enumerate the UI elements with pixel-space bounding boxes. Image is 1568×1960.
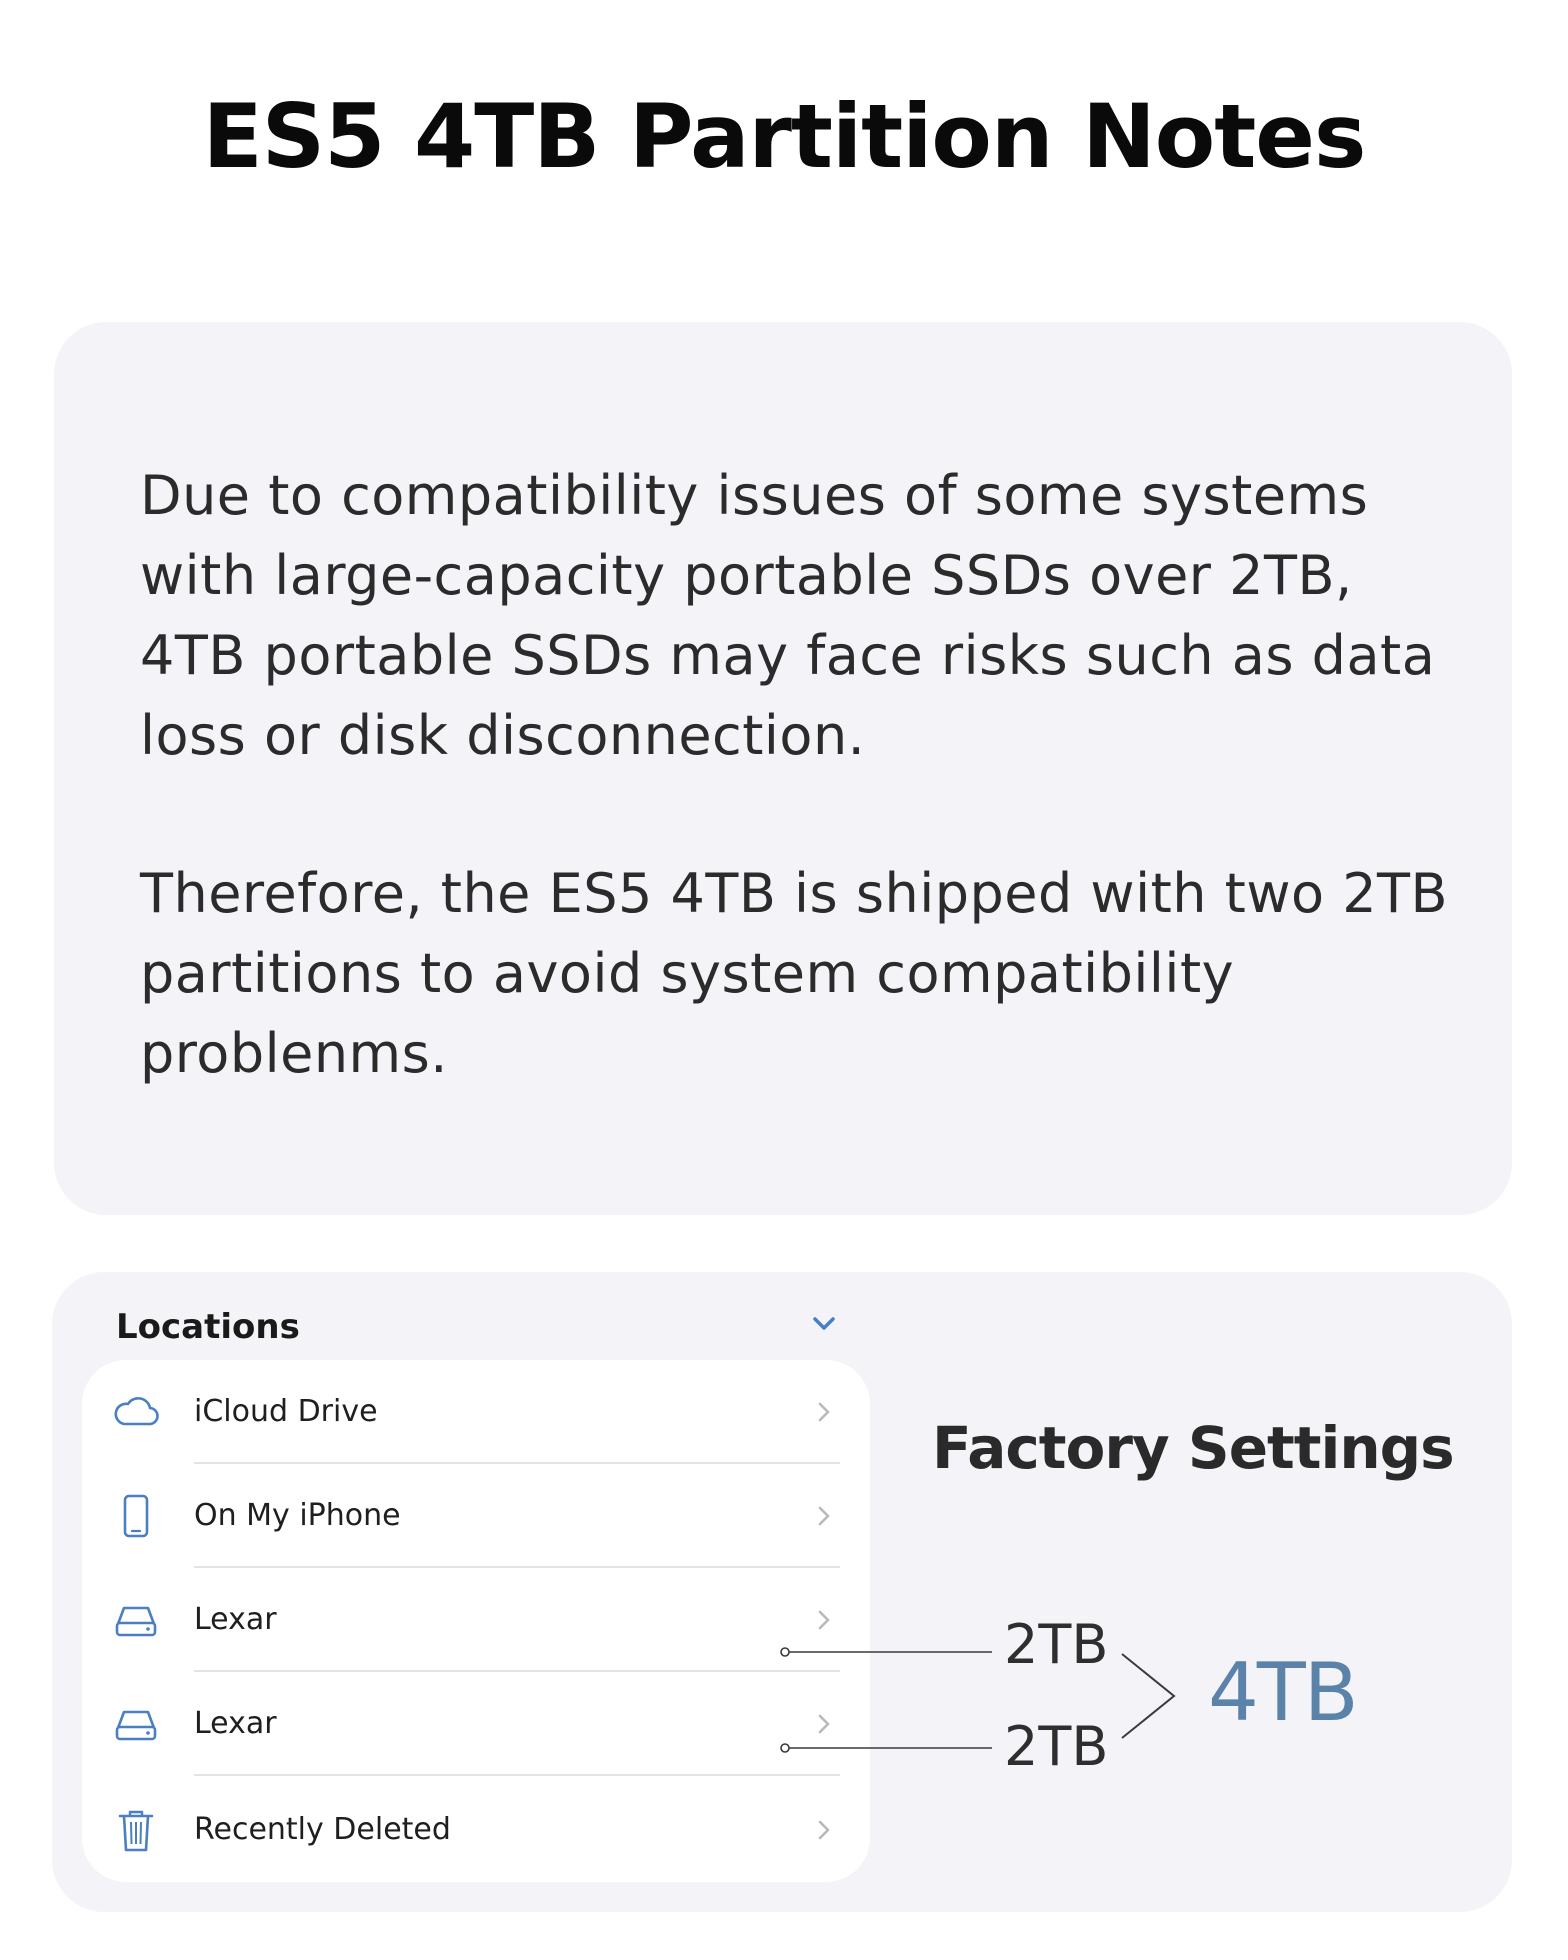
location-label: Recently Deleted bbox=[194, 1812, 451, 1847]
location-item-lexar-1[interactable] bbox=[82, 1568, 870, 1672]
total-capacity: 4TB bbox=[1208, 1646, 1357, 1739]
cloud-icon bbox=[110, 1386, 162, 1438]
location-label: iCloud Drive bbox=[194, 1394, 378, 1429]
location-item-icloud-drive[interactable] bbox=[82, 1360, 870, 1464]
chevron-right-icon bbox=[810, 1710, 838, 1738]
chevron-right-icon bbox=[810, 1398, 838, 1426]
location-label: Lexar bbox=[194, 1706, 277, 1741]
location-label: Lexar bbox=[194, 1602, 277, 1637]
chevron-right-icon bbox=[810, 1502, 838, 1530]
partition-size-first: 2TB bbox=[1004, 1613, 1109, 1676]
locations-header: Locations bbox=[116, 1307, 300, 1347]
location-label: On My iPhone bbox=[194, 1498, 401, 1533]
chevron-right-icon bbox=[810, 1606, 838, 1634]
chevron-right-icon bbox=[810, 1816, 838, 1844]
trash-icon bbox=[110, 1804, 162, 1856]
drive-icon bbox=[110, 1594, 162, 1646]
location-item-recently-deleted[interactable] bbox=[82, 1778, 870, 1882]
partition-illustration-card bbox=[52, 1272, 1512, 1912]
iphone-icon bbox=[110, 1490, 162, 1542]
notes-paragraph-compatibility: Due to compatibility issues of some systems with large-capacity portable SSDs over 2TB, 4TB portable SSDs may face risks such as data loss or disk disconnection. bbox=[140, 464, 1436, 767]
location-item-lexar-2[interactable] bbox=[82, 1672, 870, 1776]
location-item-on-my-iphone[interactable] bbox=[82, 1464, 870, 1568]
list-divider bbox=[194, 1774, 840, 1776]
drive-icon bbox=[110, 1698, 162, 1750]
locations-list bbox=[82, 1360, 870, 1882]
page-title: ES5 4TB Partition Notes bbox=[202, 85, 1366, 188]
factory-settings-title: Factory Settings bbox=[932, 1414, 1454, 1482]
partition-size-second: 2TB bbox=[1004, 1715, 1109, 1778]
notes-paragraph-partitions: Therefore, the ES5 4TB is shipped with two 2TB partitions to avoid system compatibility problenms. bbox=[140, 862, 1449, 1085]
notes-card bbox=[54, 322, 1512, 1215]
chevron-down-icon[interactable] bbox=[804, 1304, 844, 1344]
